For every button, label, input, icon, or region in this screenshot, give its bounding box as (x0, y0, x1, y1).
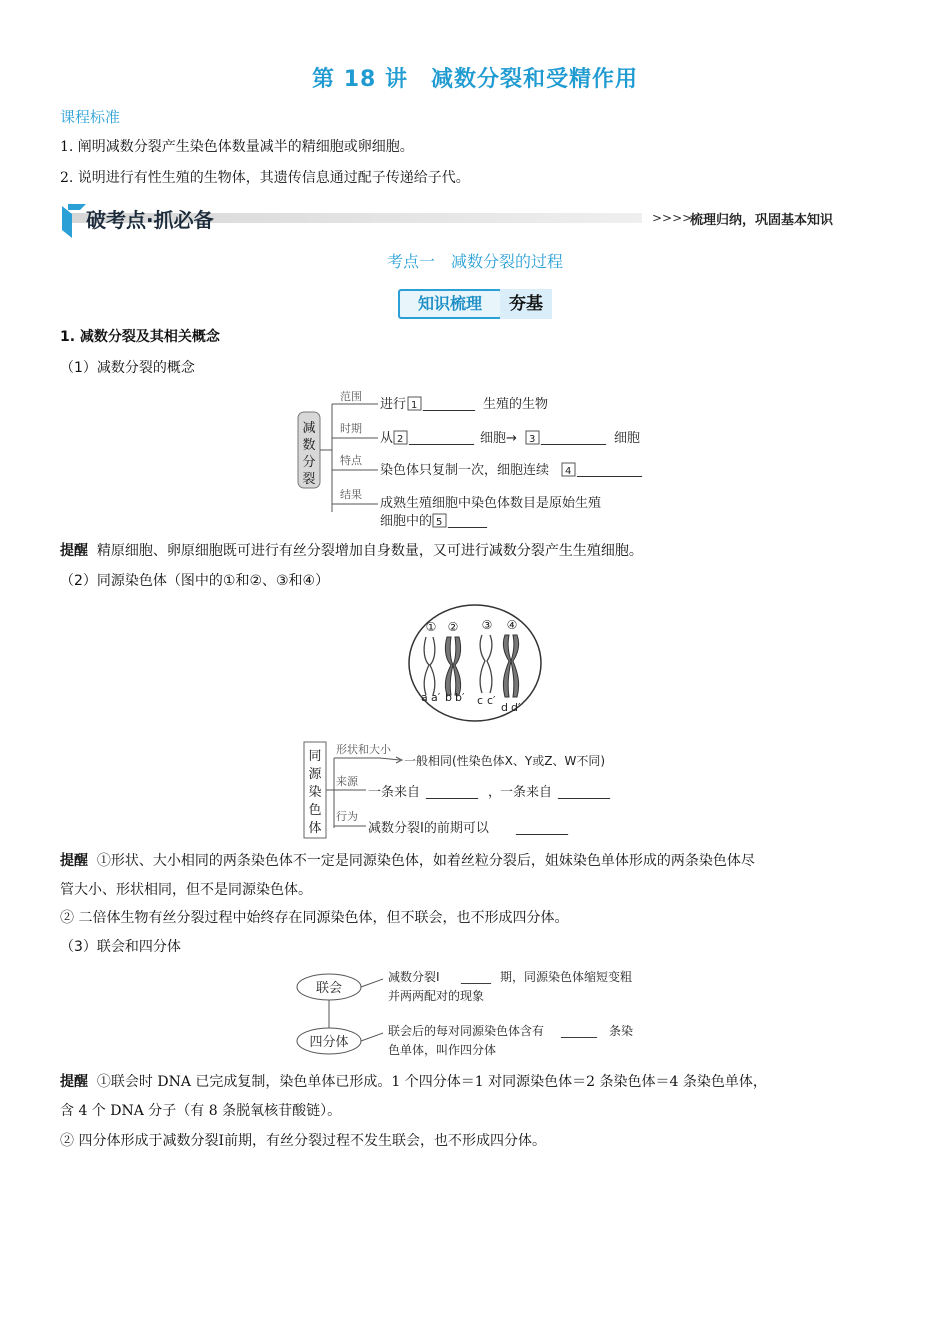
note2-text-1: ①形状、大小相同的两条染色体不一定是同源染色体，如着丝粒分裂后，姐妹染色单体形成的两条染色体尽 (96, 853, 755, 869)
diagram2-row2-text-a: 一条来自 (368, 785, 421, 800)
diagram1-row3-num: 4 (565, 466, 572, 477)
meiosis-concept-diagram (290, 380, 670, 530)
diagram2-row2-sep: ， (488, 785, 502, 800)
diagram2-row-label: 来源 (336, 775, 358, 788)
chromatid-letter: b (445, 691, 452, 704)
diagram1-center-char: 分 (302, 455, 316, 470)
diagram2-row2-text-b: 一条来自 (500, 785, 553, 800)
homologous-chromosome-diagram (405, 603, 545, 723)
diagram1-row-label: 时期 (340, 422, 362, 435)
synapsis-line1b: 期，同源染色体缩短变粗 (500, 970, 633, 984)
diagram1-center-char: 裂 (302, 472, 316, 487)
banner-arrows: >>>> (652, 211, 693, 225)
diagram1-row-label: 结果 (340, 488, 362, 501)
note2-text-3: ② 二倍体生物有丝分裂过程中始终存在同源染色体，但不联会，也不形成四分体。 (60, 910, 569, 926)
banner-label-graphic (58, 200, 253, 240)
knowledge-label: 知识梳理 (398, 289, 502, 319)
point1-sub1: （1）减数分裂的概念 (60, 360, 195, 376)
tetrad-line1b: 条染 (609, 1024, 634, 1038)
standards-heading: 课程标准 (60, 108, 121, 126)
page-title: 第 18 讲 减数分裂和受精作用 (312, 67, 638, 92)
diagram1-row2-blank2: __________ (541, 431, 606, 446)
diagram1-row2-mid: 细胞→ (480, 431, 517, 446)
diagram1-row1-text-a: 进行 (380, 397, 407, 412)
diagram1-row4-num: 5 (436, 517, 443, 528)
tetrad-line1a: 联会后的每对同源染色体含有 (388, 1024, 545, 1038)
chromatid-letter: d′ (511, 701, 521, 714)
note2-text-2: 管大小、形状相同，但不是同源染色体。 (60, 882, 312, 898)
synapsis-line2: 并两两配对的现象 (388, 989, 485, 1003)
diagram1-row1-text-b: 生殖的生物 (483, 397, 549, 412)
chromatid-letter: c (477, 694, 484, 707)
tetrad-blank: ______ (561, 1024, 597, 1038)
diagram2-center-char: 源 (308, 767, 322, 782)
note3-line1 (60, 1072, 900, 1092)
diagram1-row-label: 范围 (340, 390, 362, 403)
synapsis-tetrad-diagram (295, 965, 665, 1065)
diagram2-center-char: 同 (308, 749, 322, 764)
diagram2-row-label: 行为 (336, 810, 358, 823)
diagram1-row2-text-a: 从 (380, 431, 394, 446)
diagram2-center-char: 色 (308, 803, 322, 818)
chromosome-2 (445, 637, 460, 695)
standard-item-1: 1. 阐明减数分裂产生染色体数量减半的精细胞或卵细胞。 (60, 139, 414, 155)
chromatid-letter: a (421, 691, 428, 704)
chromosome-number: ④ (506, 618, 518, 632)
diagram1-row2-num1: 2 (397, 434, 404, 445)
diagram1-row1-num: 1 (411, 400, 418, 411)
note1-label: 提醒 (60, 543, 88, 559)
diagram1-row4-blank: ______ (448, 514, 487, 529)
tetrad-line2: 色单体，叫作四分体 (388, 1043, 497, 1057)
note1-text: 精原细胞、卵原细胞既可进行有丝分裂增加自身数量，又可进行减数分裂产生生殖细胞。 (96, 543, 643, 559)
chromosome-4 (503, 635, 518, 697)
note2-label: 提醒 (60, 853, 88, 869)
point1-sub2: （2）同源染色体（图中的①和②、③和④） (60, 573, 330, 589)
diagram2-row1-text: 一般相同(性染色体X、Y或Z、W不同) (404, 754, 606, 768)
note3-text-3: ② 四分体形成于减数分裂Ⅰ前期，有丝分裂过程不发生联会，也不形成四分体。 (60, 1133, 546, 1149)
note3-text-2: 含 4 个 DNA 分子（有 8 条脱氧核苷酸链）。 (60, 1103, 342, 1119)
tetrad-node-label: 四分体 (309, 1035, 349, 1050)
diagram1-center-char: 减 (302, 421, 316, 436)
banner-label: 破考点·抓必备 (86, 208, 214, 232)
diagram1-row3-text-a: 染色体只复制一次，细胞连续 (380, 463, 550, 478)
diagram2-row2-blank-a: ________ (426, 785, 478, 800)
standard-item-2: 2. 说明进行有性生殖的生物体，其遗传信息通过配子传递给子代。 (60, 170, 470, 186)
note1 (60, 541, 900, 561)
diagram1-row4-line2: 细胞中的 (380, 514, 433, 529)
diagram1-row3-blank: __________ (577, 463, 642, 478)
diagram1-row1-blank: ________ (423, 397, 475, 412)
point1-heading: 1. 减数分裂及其相关概念 (60, 329, 220, 345)
diagram1-row2-blank1: __________ (409, 431, 474, 446)
section-title: 考点一 减数分裂的过程 (386, 252, 563, 271)
synapsis-line1a: 减数分裂Ⅰ (388, 970, 440, 984)
diagram2-center-char: 体 (308, 821, 322, 836)
note3-text-1: ①联会时 DNA 已完成复制，染色单体已形成。1 个四分体＝1 对同源染色体＝2 条染色体＝4 条染色单体， (96, 1074, 767, 1090)
chromatid-letter: d (501, 701, 508, 714)
diagram2-row2-blank-b: ________ (558, 785, 610, 800)
diagram1-center-char: 数 (302, 438, 316, 453)
diagram1-row-label: 特点 (340, 454, 362, 467)
point1-sub3: （3）联会和四分体 (60, 939, 181, 955)
diagram2-row3-blank: ________ (516, 821, 568, 836)
chromosome-number: ③ (481, 618, 493, 632)
banner-right-text: 梳理归纳，巩固基本知识 (690, 213, 834, 228)
note2-line1 (60, 851, 900, 871)
note3-label: 提醒 (60, 1074, 88, 1090)
chromatid-letter: b′ (455, 691, 465, 704)
chromatid-letter: c′ (487, 694, 496, 707)
diagram1-row2-num2: 3 (529, 434, 536, 445)
diagram2-row3-text: 减数分裂Ⅰ的前期可以 (368, 821, 489, 836)
chromosome-number: ① (425, 620, 437, 634)
diagram2-row-label: 形状和大小 (336, 743, 391, 756)
chromatid-letter: a′ (431, 691, 441, 704)
diagram2-center-char: 染 (308, 785, 322, 800)
chromosome-1 (424, 637, 435, 695)
chromosome-number: ② (447, 620, 459, 634)
synapsis-node-label: 联会 (315, 981, 343, 996)
chromosome-3 (480, 635, 492, 693)
diagram1-row2-text-b: 细胞 (614, 431, 641, 446)
homologous-chromosome-concept-diagram (300, 738, 670, 842)
knowledge-suffix: 夯基 (500, 289, 552, 319)
synapsis-blank: _____ (461, 970, 491, 984)
diagram1-row4-line1: 成熟生殖细胞中染色体数目是原始生殖 (380, 496, 602, 511)
